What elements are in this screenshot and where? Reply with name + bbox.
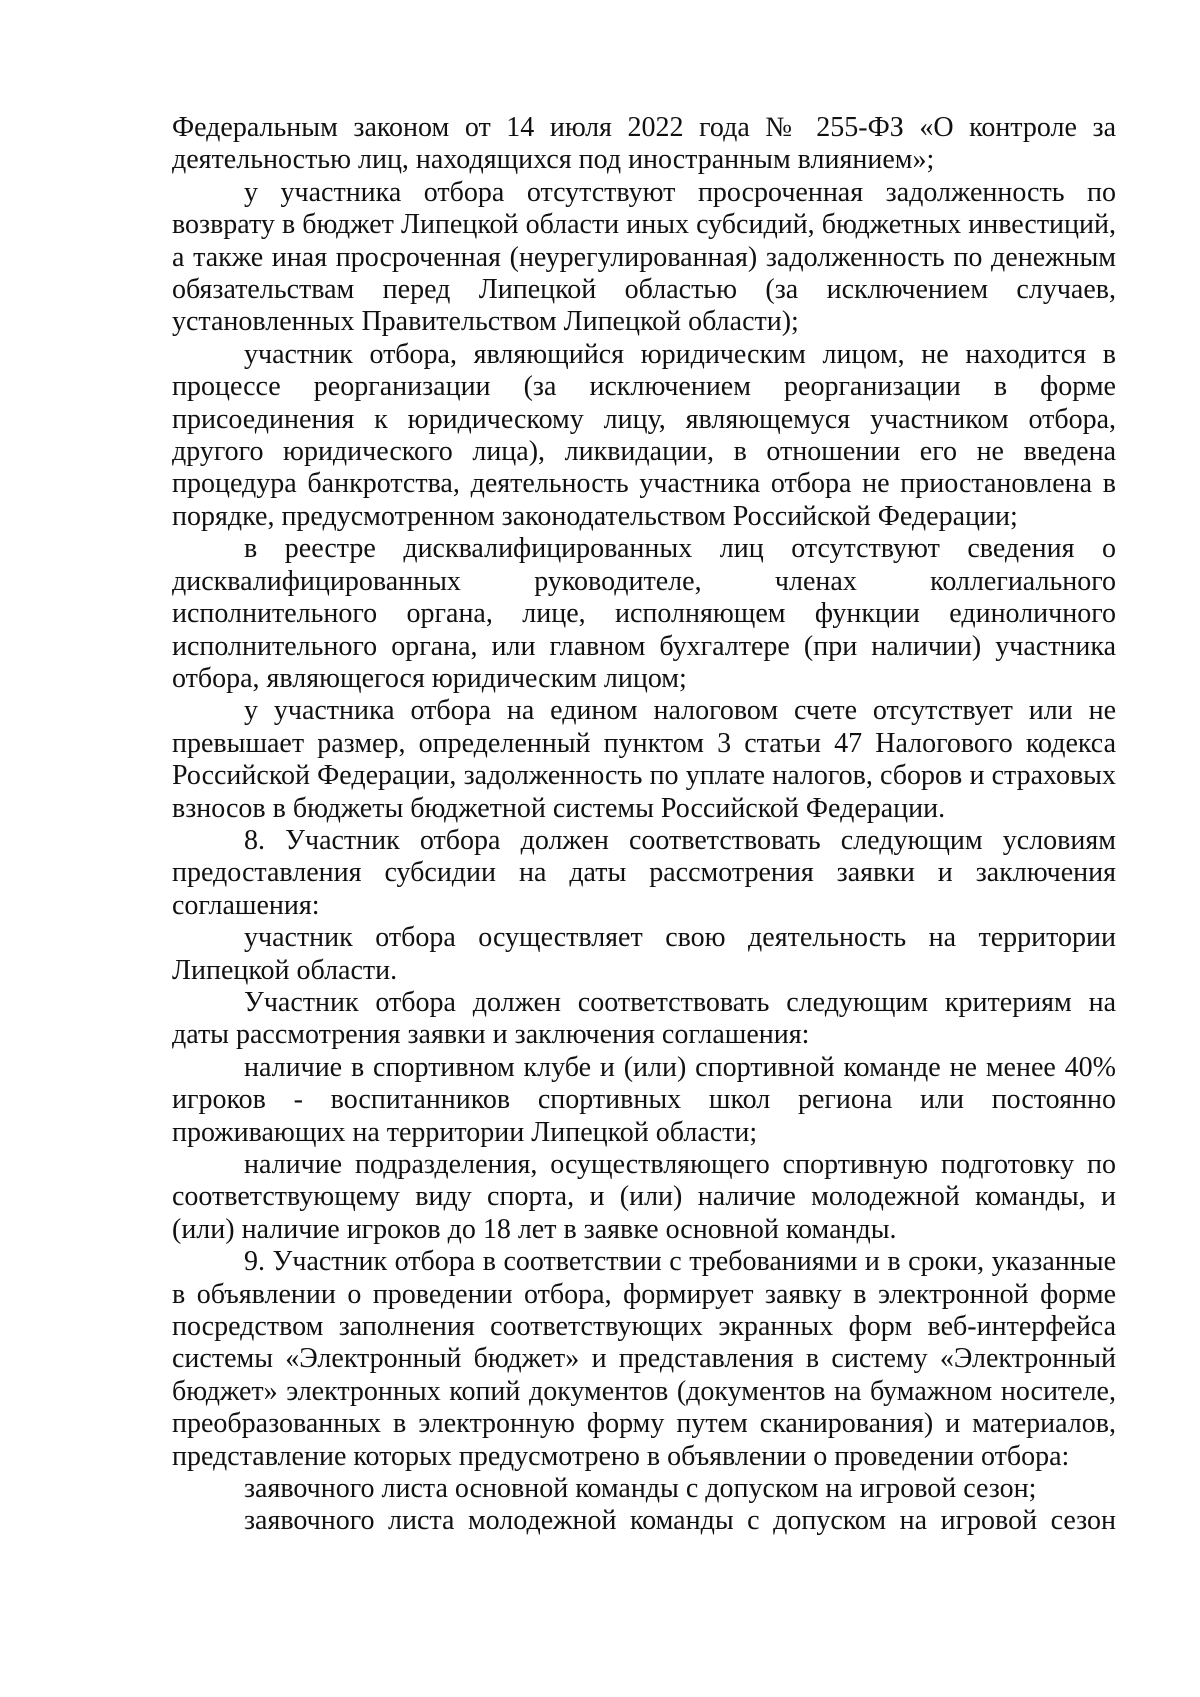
paragraph-tax-account: у участника отбора на едином налоговом счете отсутствует или не превышает размер, определенный пунктом 3 статьи 47 Налогового кодекса Российской Федерации, задолженность по уплате налогов, сборов и страховых взносов в бюджеты бюджетной системы Российской Федерации. — [172, 695, 1116, 824]
paragraph-territory: участник отбора осуществляет свою деятельность на территории Липецкой области. — [172, 922, 1116, 986]
document-body — [172, 112, 1116, 1538]
paragraph-criteria-intro: Участник отбора должен соответствовать следующим критериям на даты рассмотрения заявки и заключения соглашения: — [172, 986, 1116, 1051]
paragraph-federal-law: Федеральным законом от 14 июля 2022 года № 255-ФЗ «О контроле за деятельностью лиц, находящихся под иностранным влиянием»; — [172, 112, 1116, 176]
paragraph-youth-team-sheet: заявочного листа молодежной команды с допуском на игровой сезон — [244, 1505, 1116, 1537]
paragraph-no-reorganization: участник отбора, являющийся юридическим лицом, не находится в процессе реорганизации (за исключением реорганизации в форме присоединения к юридическому лицу, являющемуся участником отбора, другого юридического лица), ликвидации, в отношении его не введена процедура банкротства, деятельность участника отбора не приостановлена в порядке, предусмотренном законодательством Российской Федерации; — [172, 338, 1116, 532]
paragraph-item-9-application: 9. Участник отбора в соответствии с требованиями и в сроки, указанные в объявлении о проведении отбора, формирует заявку в электронной форме посредством заполнения соответствующих экранных форм веб-интерфейса системы «Электронный бюджет» и представления в систему «Электронный бюджет» электронных копий документов (документов на бумажном носителе, преобразованных в электронную форму путем сканирования) и материалов, представление которых предусмотрено в объявлении о проведении отбора: — [172, 1246, 1116, 1472]
paragraph-no-overdue-debt: у участника отбора отсутствуют просроченная задолженность по возврату в бюджет Липецкой области иных субсидий, бюджетных инвестиций, а также иная просроченная (неурегулированная) задолженность по денежным обязательствам перед Липецкой областью (за исключением случаев, установленных Правительством Липецкой области); — [172, 176, 1116, 338]
paragraph-main-team-sheet: заявочного листа основной команды с допуском на игровой сезон; — [244, 1473, 1037, 1505]
paragraph-disqualified-registry: в реестре дисквалифицированных лиц отсутствуют сведения о дисквалифицированных руководителе, членах коллегиального исполнительного органа, лице, исполняющем функции единоличного исполнительного органа, или главном бухгалтере (при наличии) участника отбора, являющегося юридическим лицом; — [172, 533, 1116, 694]
paragraph-item-8-conditions: 8. Участник отбора должен соответствовать следующим условиям предоставления субсидии на даты рассмотрения заявки и заключения соглашения: — [172, 824, 1116, 921]
paragraph-criteria-youth: наличие подразделения, осуществляющего спортивную подготовку по соответствующему виду спорта, и (или) наличие молодежной команды, и (или) наличие игроков до 18 лет в заявке основной команды. — [172, 1149, 1116, 1245]
paragraph-criteria-players: наличие в спортивном клубе и (или) спортивной команде не менее 40% игроков - воспитанников спортивных школ региона или постоянно проживающих на территории Липецкой области; — [172, 1051, 1116, 1148]
